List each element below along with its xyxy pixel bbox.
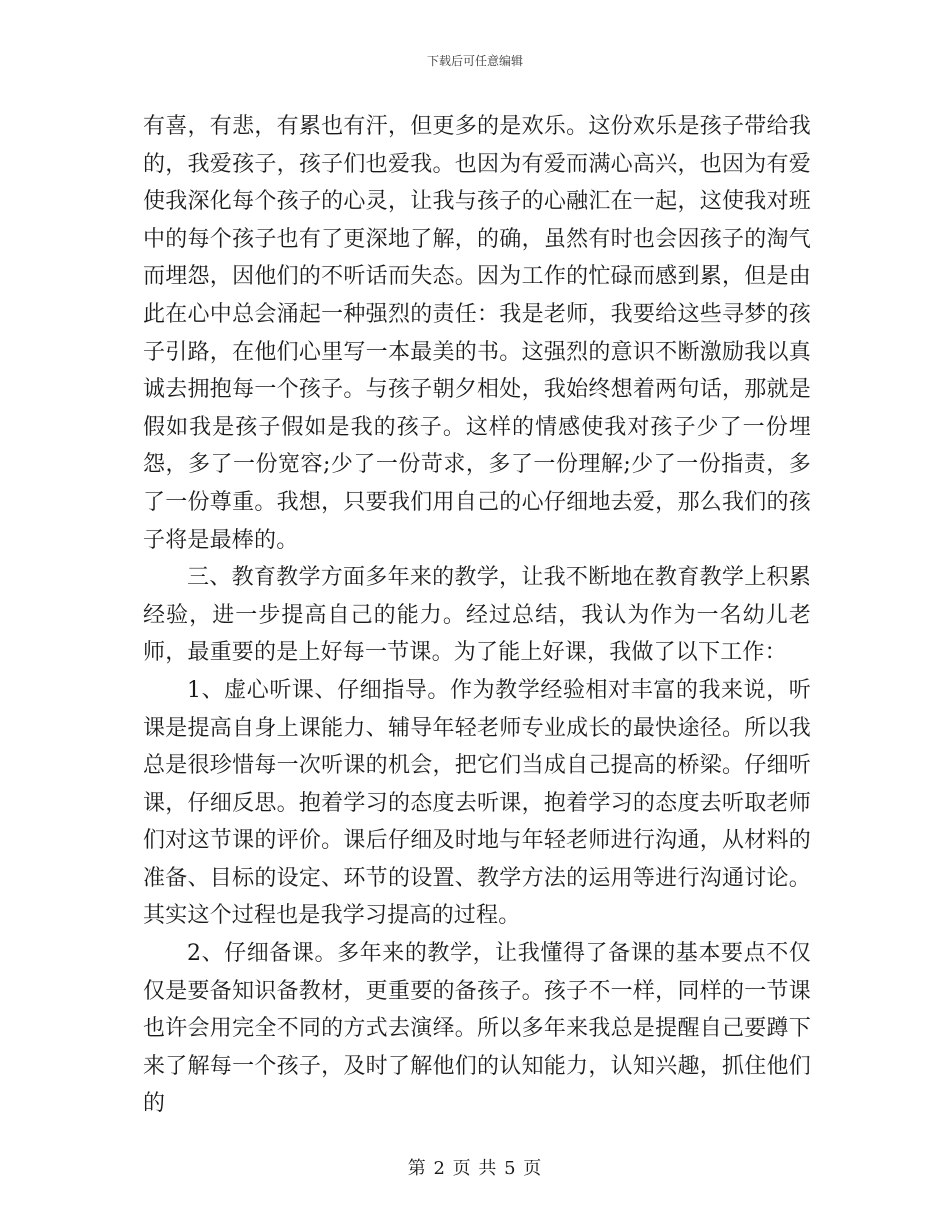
paragraph-item-one: 1、虚心听课、仔细指导。作为教学经验相对丰富的我来说，听课是提高自身上课能力、辅导年轻老师专业成长的最快途径。所以我总是很珍惜每一次听课的机会，把它们当成自己提高的桥梁。仔细听课，仔细反思。抱着学习的态度去听课，抱着学习的态度去听取老师们对这节课的评价。课后仔细及时地与年轻老师进行沟通，从材料的准备、目标的设定、环节的设置、教学方法的运用等进行沟通讨论。其实这个过程也是我学习提高的过程。 xyxy=(143,677,811,929)
paragraph-section-three: 三、教育教学方面多年来的教学，让我不断地在教育教学上积累经验，进一步提高自己的能力。经过总结，我认为作为一名幼儿老师，最重要的是上好每一节课。为了能上好课，我做了以下工作： xyxy=(143,565,811,666)
paragraph-item-two: 2、仔细备课。多年来的教学，让我懂得了备课的基本要点不仅仅是要备知识备教材，更重要的备孩子。孩子不一样，同样的一节课也许会用完全不同的方式去演绎。所以多年来我总是提醒自己要蹲下来了解每一个孩子，及时了解他们的认知能力，认知兴趣，抓住他们的 xyxy=(143,941,811,1117)
page-number-footer: 第 2 页 共 5 页 xyxy=(407,1158,543,1179)
paragraph-continuation: 有喜，有悲，有累也有汗，但更多的是欢乐。这份欢乐是孩子带给我的，我爱孩子，孩子们也爱我。也因为有爱而满心高兴，也因为有爱使我深化每个孩子的心灵，让我与孩子的心融汇在一起，这使我对班中的每个孩子也有了更深地了解，的确，虽然有时也会因孩子的淘气而埋怨，因他们的不听话而失态。因为工作的忙碌而感到累，但是由此在心中总会涌起一种强烈的责任：我是老师，我要给这些寻梦的孩子引路，在他们心里写一本最美的书。这强烈的意识不断激励我以真诚去拥抱每一个孩子。与孩子朝夕相处，我始终想着两句话，那就是假如我是孩子假如是我的孩子。这样的情感使我对孩子少了一份埋怨，多了一份宽容;少了一份苛求，多了一份理解;少了一份指责，多了一份尊重。我想，只要我们用自己的心仔细地去爱，那么我们的孩子将是最棒的。 xyxy=(143,114,811,553)
document-body xyxy=(143,108,811,1123)
page-header: 下载后可任意编辑 xyxy=(426,54,523,68)
